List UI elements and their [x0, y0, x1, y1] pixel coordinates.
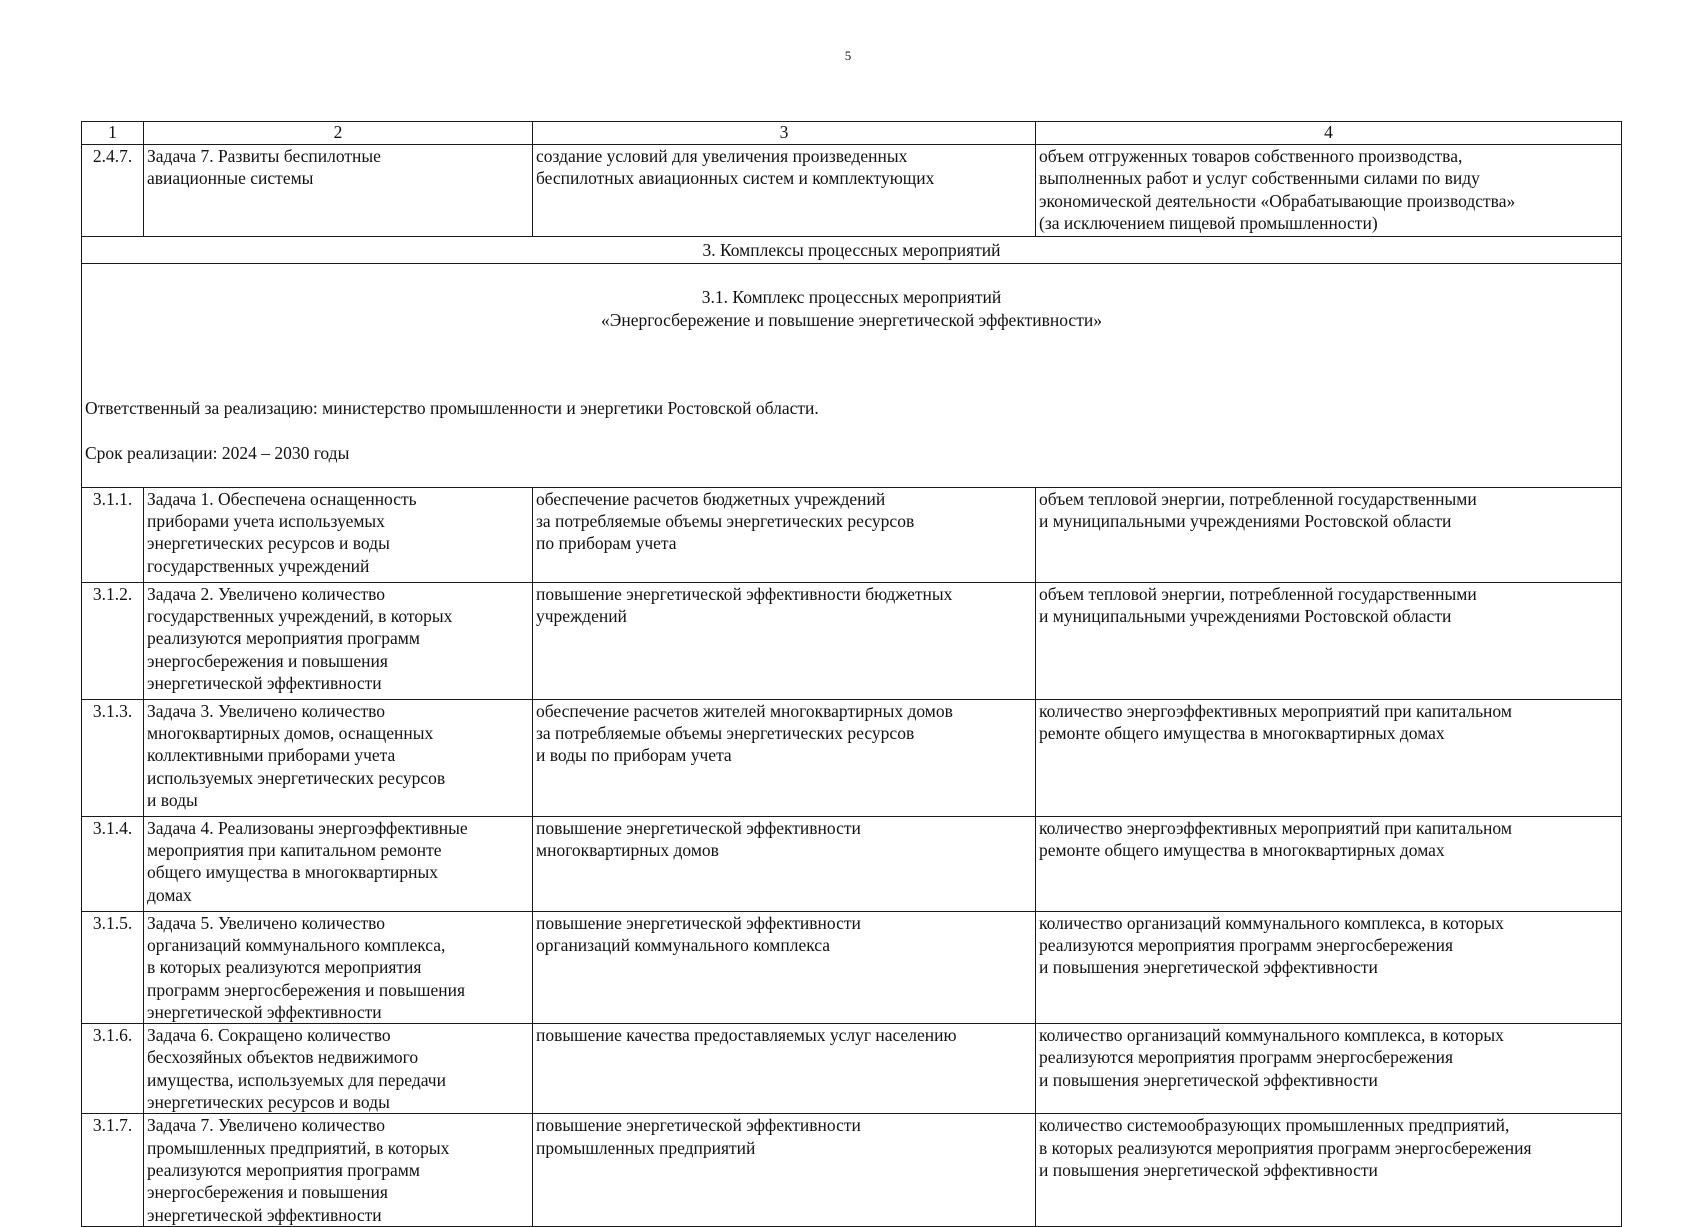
table-row	[82, 1024, 1622, 1114]
indicator-cell: количество системообразующих промышленных предприятий, в которых реализуются мероприятия программ энергосбережения и повышения энергетической эффективности	[1036, 1114, 1622, 1226]
effect-cell: обеспечение расчетов бюджетных учреждений за потребляемые объемы энергетических ресурсов по приборам учета	[533, 487, 1036, 582]
table-row	[82, 487, 1622, 582]
row-number: 3.1.1.	[82, 487, 144, 582]
header-col-1: 1	[82, 122, 144, 145]
section-row	[82, 237, 1622, 264]
header-col-4: 4	[1036, 122, 1622, 145]
section-title: 3. Комплексы процессных мероприятий	[82, 237, 1622, 264]
effect-cell: повышение энергетической эффективности многоквартирных домов	[533, 816, 1036, 911]
table-row	[82, 699, 1622, 816]
effect-cell: повышение качества предоставляемых услуг населению	[533, 1024, 1036, 1114]
header-col-3: 3	[533, 122, 1036, 145]
table-row	[82, 1114, 1622, 1226]
row-number: 3.1.7.	[82, 1114, 144, 1226]
task-cell: Задача 7. Увеличено количество промышленных предприятий, в которых реализуются мероприятия программ энергосбережения и повышения энергетической эффективности	[144, 1114, 533, 1226]
header-row	[82, 122, 1622, 145]
effect-cell: обеспечение расчетов жителей многоквартирных домов за потребляемые объемы энергетических ресурсов и воды по приборам учета	[533, 699, 1036, 816]
table-row	[82, 145, 1622, 237]
table-row	[82, 582, 1622, 699]
indicator-cell: количество организаций коммунального комплекса, в которых реализуются мероприятия программ энергосбережения и повышения энергетической эффективности	[1036, 911, 1622, 1023]
page-number: 5	[844, 48, 852, 63]
indicator-cell: объем тепловой энергии, потребленной государственными и муниципальными учреждениями Ростовской области	[1036, 582, 1622, 699]
row-number: 3.1.5.	[82, 911, 144, 1023]
table-row	[82, 911, 1622, 1023]
complex-responsible: Ответственный за реализацию: министерство промышленности и энергетики Ростовской области.	[85, 398, 819, 419]
effect-cell: повышение энергетической эффективности организаций коммунального комплекса	[533, 911, 1036, 1023]
task-cell: Задача 1. Обеспечена оснащенность приборами учета используемых энергетических ресурсов и воды государственных учреждений	[144, 487, 533, 582]
indicator-cell: объем тепловой энергии, потребленной государственными и муниципальными учреждениями Ростовской области	[1036, 487, 1622, 582]
row-number: 3.1.3.	[82, 699, 144, 816]
task-cell: Задача 6. Сокращено количество бесхозяйных объектов недвижимого имущества, используемых для передачи энергетических ресурсов и воды	[144, 1024, 533, 1114]
indicator-cell: количество энергоэффективных мероприятий при капитальном ремонте общего имущества в многоквартирных домах	[1036, 699, 1622, 816]
task-cell: Задача 2. Увеличено количество государственных учреждений, в которых реализуются мероприятия программ энергосбережения и повышения энергетической эффективности	[144, 582, 533, 699]
row-number: 3.1.4.	[82, 816, 144, 911]
complex-row	[82, 264, 1622, 488]
complex-period: Срок реализации: 2024 – 2030 годы	[85, 443, 350, 464]
table-row	[82, 816, 1622, 911]
complex-block	[82, 264, 1622, 488]
task-cell: Задача 7. Развиты беспилотные авиационные системы	[144, 145, 533, 237]
effect-cell: повышение энергетической эффективности бюджетных учреждений	[533, 582, 1036, 699]
indicator-cell: объем отгруженных товаров собственного производства, выполненных работ и услуг собственными силами по виду экономической деятельности «Обрабатывающие производства» (за исключением пищевой промышленности)	[1036, 145, 1622, 237]
indicator-cell: количество энергоэффективных мероприятий при капитальном ремонте общего имущества в многоквартирных домах	[1036, 816, 1622, 911]
row-number: 3.1.6.	[82, 1024, 144, 1114]
indicator-cell: количество организаций коммунального комплекса, в которых реализуются мероприятия программ энергосбережения и повышения энергетической эффективности	[1036, 1024, 1622, 1114]
row-number: 2.4.7.	[82, 145, 144, 237]
complex-title: 3.1. Комплекс процессных мероприятий «Энергосбережение и повышение энергетической эффективности»	[601, 287, 1102, 330]
task-cell: Задача 3. Увеличено количество многоквартирных домов, оснащенных коллективными приборами учета используемых энергетических ресурсов и воды	[144, 699, 533, 816]
effect-cell: создание условий для увеличения произведенных беспилотных авиационных систем и комплектующих	[533, 145, 1036, 237]
effect-cell: повышение энергетической эффективности промышленных предприятий	[533, 1114, 1036, 1226]
task-cell: Задача 4. Реализованы энергоэффективные мероприятия при капитальном ремонте общего имущества в многоквартирных домах	[144, 816, 533, 911]
row-number: 3.1.2.	[82, 582, 144, 699]
complex-spacer	[85, 353, 1618, 375]
task-cell: Задача 5. Увеличено количество организаций коммунального комплекса, в которых реализуются мероприятия программ энергосбережения и повышения энергетической эффективности	[144, 911, 533, 1023]
structure-table	[81, 121, 1622, 1227]
header-col-2: 2	[144, 122, 533, 145]
